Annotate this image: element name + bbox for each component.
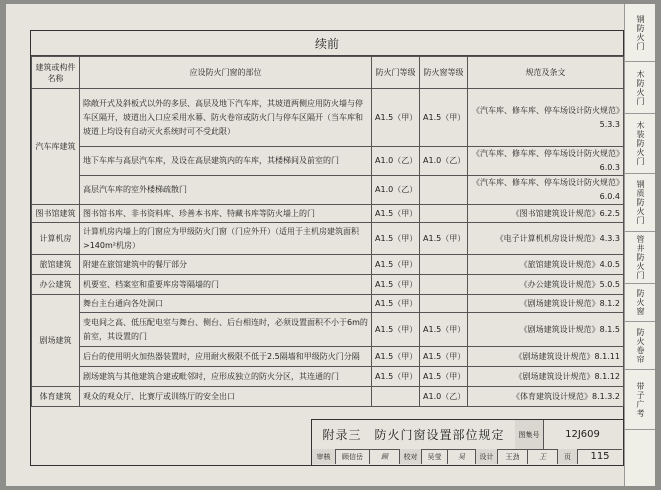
position-cell: 观众的观众厅、比赛厅或训练厅的安全出口 [80, 387, 372, 407]
category-cell: 体育建筑 [32, 387, 80, 407]
position-cell: 计算机房内墙上的门窗应为甲级防火门窗（门应外开）（适用于主机房建筑面积>140m²机房） [80, 223, 372, 255]
page-label: 页 [558, 449, 578, 464]
code-cell: 《电子计算机机房设计规范》4.3.3 [468, 223, 624, 255]
window-grade-cell [420, 205, 468, 223]
col-header-door-grade: 防火门等级 [372, 57, 420, 89]
code-cell: 《剧场建筑设计规范》8.1.12 [468, 367, 624, 387]
table-row [32, 367, 624, 387]
signature-row [312, 449, 622, 464]
design-label: 设计 [476, 449, 498, 464]
table-row [32, 176, 624, 205]
side-tab-steel-quality-door[interactable]: 钢质防火门 [625, 174, 655, 232]
window-grade-cell: A1.5（甲） [420, 347, 468, 367]
window-grade-cell: A1.0（乙） [420, 387, 468, 407]
code-cell: 《汽车库、修车库、停车场设计防火规范》6.0.3 [468, 147, 624, 176]
checker-signature: 吴 [448, 449, 476, 464]
door-grade-cell: A1.0（乙） [372, 176, 420, 205]
col-header-code: 规范及条文 [468, 57, 624, 89]
door-grade-cell: A1.0（乙） [372, 147, 420, 176]
title-block [311, 419, 623, 465]
table-row [32, 275, 624, 295]
side-tab-wood-decor-door[interactable]: 木装防火门 [625, 114, 655, 174]
side-tab-strip [624, 4, 655, 486]
window-grade-cell: A1.5（甲） [420, 313, 468, 347]
col-header-window-grade: 防火窗等级 [420, 57, 468, 89]
table-row [32, 223, 624, 255]
position-cell: 变电间之高、低压配电室与舞台、侧台、后台相连时，必须设置面积不小于6m的前室，其设置的门 [80, 313, 372, 347]
position-cell: 高层汽车库的室外楼梯疏散门 [80, 176, 372, 205]
door-grade-cell [372, 387, 420, 407]
atlas-number: 12J609 [543, 420, 622, 450]
code-cell: 《图书馆建筑设计规范》6.2.5 [468, 205, 624, 223]
table-row [32, 89, 624, 147]
window-grade-cell [420, 255, 468, 275]
category-cell: 图书馆建筑 [32, 205, 80, 223]
table-row [32, 205, 624, 223]
category-cell: 旅馆建筑 [32, 255, 80, 275]
table-row [32, 147, 624, 176]
reviewer-name: 顾信岳 [336, 449, 370, 464]
drawing-sheet [6, 4, 654, 486]
code-cell: 《汽车库、修车库、停车场设计防火规范》5.3.3 [468, 89, 624, 147]
col-header-category: 建筑或构件名称 [32, 57, 80, 89]
category-cell: 汽车库建筑 [32, 89, 80, 205]
table-row [32, 295, 624, 313]
door-grade-cell: A1.5（甲） [372, 255, 420, 275]
side-tab-fire-window[interactable]: 防火窗 [625, 284, 655, 322]
door-grade-cell: A1.5（甲） [372, 295, 420, 313]
fire-door-table [31, 56, 624, 407]
check-label: 校对 [400, 449, 422, 464]
door-grade-cell: A1.5（甲） [372, 313, 420, 347]
table-header-row [32, 57, 624, 89]
table-row [32, 387, 624, 407]
side-tab-other[interactable]: 带子广考 [625, 370, 655, 430]
table-row [32, 313, 624, 347]
door-grade-cell: A1.5（甲） [372, 367, 420, 387]
side-tab-shaft-door[interactable]: 管井防火门 [625, 232, 655, 284]
checker-name: 吴莹 [422, 449, 448, 464]
window-grade-cell [420, 176, 468, 205]
window-grade-cell: A1.5（甲） [420, 89, 468, 147]
window-grade-cell [420, 275, 468, 295]
table-row [32, 255, 624, 275]
side-tab-steel-door[interactable]: 钢防火门 [625, 4, 655, 62]
drawing-frame [30, 30, 624, 466]
door-grade-cell: A1.5（甲） [372, 89, 420, 147]
window-grade-cell: A1.5（甲） [420, 367, 468, 387]
window-grade-cell [420, 295, 468, 313]
window-grade-cell: A1.0（乙） [420, 147, 468, 176]
code-cell: 《剧场建筑设计规范》8.1.11 [468, 347, 624, 367]
window-grade-cell: A1.5（甲） [420, 223, 468, 255]
door-grade-cell: A1.5（甲） [372, 347, 420, 367]
side-tab-wood-door[interactable]: 木防火门 [625, 62, 655, 114]
category-cell: 办公建筑 [32, 275, 80, 295]
position-cell: 机要室、档案室和重要库房等隔墙的门 [80, 275, 372, 295]
page-title: 续前 [31, 31, 623, 56]
position-cell: 地下车库与高层汽车库，及设在高层建筑内的车库，其楼梯间及前室的门 [80, 147, 372, 176]
position-cell: 后台的使用明火加热器装置时，应用耐火极限不低于2.5隔墙和甲级防火门分隔 [80, 347, 372, 367]
designer-signature: 王 [528, 449, 558, 464]
code-cell: 《旅馆建筑设计规范》4.0.5 [468, 255, 624, 275]
door-grade-cell: A1.5（甲） [372, 205, 420, 223]
code-cell: 《剧场建筑设计规范》8.1.5 [468, 313, 624, 347]
atlas-label: 图集号 [515, 420, 544, 450]
col-header-position: 应设防火门窗的部位 [80, 57, 372, 89]
door-grade-cell: A1.5（甲） [372, 223, 420, 255]
code-cell: 《办公建筑设计规范》5.0.5 [468, 275, 624, 295]
position-cell: 剧场建筑与其他建筑合建或毗邻时，应形成独立的防火分区，其连通的门 [80, 367, 372, 387]
position-cell: 舞台主台通向各处洞口 [80, 295, 372, 313]
category-cell: 剧场建筑 [32, 295, 80, 387]
position-cell: 图书馆书库、非书资料库、珍善本书库、特藏书库等防火墙上的门 [80, 205, 372, 223]
category-cell: 计算机房 [32, 223, 80, 255]
appendix-title: 附录三 防火门窗设置部位规定 [312, 420, 516, 450]
door-grade-cell: A1.5（甲） [372, 275, 420, 295]
table-row [32, 347, 624, 367]
designer-name: 王劲 [498, 449, 528, 464]
side-tab-fire-shutter[interactable]: 防火卷帘 [625, 322, 655, 370]
position-cell: 附建在旅馆建筑中的餐厅部分 [80, 255, 372, 275]
code-cell: 《汽车库、修车库、停车场设计防火规范》6.0.4 [468, 176, 624, 205]
page-number: 115 [590, 451, 610, 462]
code-cell: 《剧场建筑设计规范》8.1.2 [468, 295, 624, 313]
review-label: 审核 [312, 449, 336, 464]
reviewer-signature: 顾 [370, 449, 400, 464]
position-cell: 除敞开式及斜板式以外的多层、高层及地下汽车库，其坡道两侧应用防火墙与停车区隔开，坡道出入口应采用水幕、防火卷帘或防火门与停车区隔开（当车库和坡道上均设有自动灭火系统时可不受此限） [80, 89, 372, 147]
code-cell: 《体育建筑设计规范》8.1.3.2 [468, 387, 624, 407]
